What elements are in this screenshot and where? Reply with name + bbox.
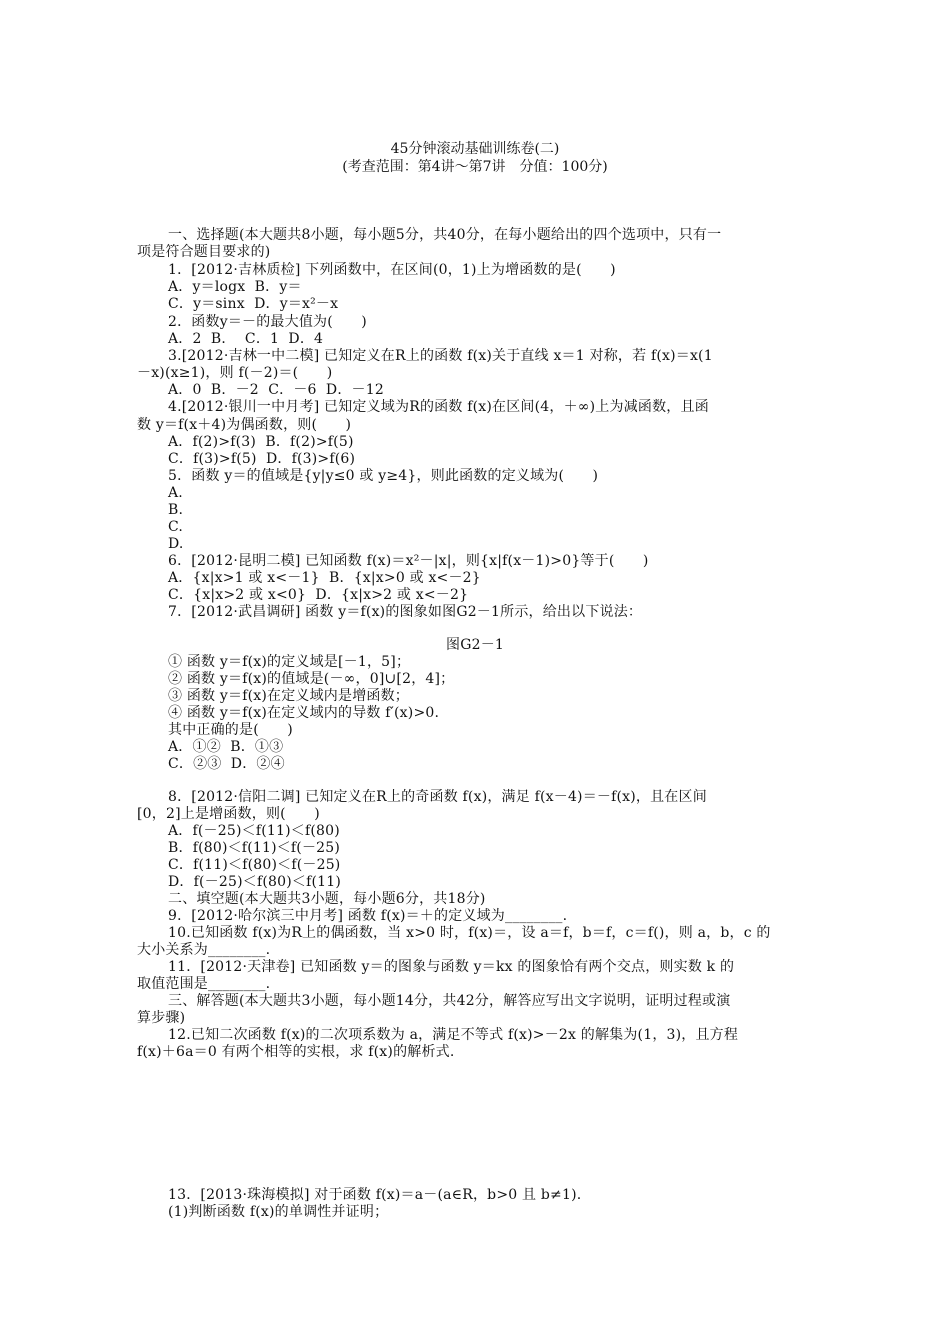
text-line: 算步骤)	[137, 1010, 186, 1026]
text-line: 10.已知函数 f(x)为R上的偶函数，当 x>0 时，f(x)＝，设 a＝f，b＝f，c＝f()，则 a，b，c 的	[168, 925, 771, 941]
text-line: 其中正确的是( )	[168, 722, 293, 738]
text-line: 3.[2012·吉林一中二模] 已知定义在R上的函数 f(x)关于直线 x＝1 对称，若 f(x)＝x(1	[168, 348, 713, 364]
text-line: D．f(－25)＜f(80)＜f(11)	[168, 874, 341, 890]
text-line: 取值范围是________.	[137, 976, 271, 992]
text-line: 项是符合题目要求的)	[137, 244, 271, 260]
text-line: C．②③ D．②④	[168, 756, 285, 772]
text-line: ② 函数 y＝f(x)的值域是(－∞，0]∪[2，4]；	[168, 671, 455, 687]
text-line: C．y＝sinx D．y＝x²－x	[168, 296, 339, 312]
text-line: 4.[2012·银川一中月考] 已知定义域为R的函数 f(x)在区间(4，＋∞)上为减函数，且函	[168, 399, 709, 415]
text-line: B.	[168, 502, 184, 518]
text-line: 图G2－1	[446, 637, 504, 653]
text-line: 一、选择题(本大题共8小题，每小题5分，共40分，在每小题给出的四个选项中，只有一	[168, 227, 722, 243]
text-line: ③ 函数 y＝f(x)在定义域内是增函数；	[168, 688, 410, 704]
text-line: 2．函数y＝－的最大值为( )	[168, 314, 367, 330]
text-line: A．0 B．－2 C．－6 D．－12	[168, 382, 384, 398]
text-line: 5．函数 y＝的值域是{y|y≤0 或 y≥4}，则此函数的定义域为( )	[168, 468, 599, 484]
text-line: 1．[2012·吉林质检] 下列函数中，在区间(0，1)上为增函数的是( )	[168, 262, 616, 278]
text-line: C．f(11)＜f(80)＜f(－25)	[168, 857, 341, 873]
document-title: 45分钟滚动基础训练卷(二)	[390, 141, 560, 157]
text-line: C.	[168, 519, 184, 535]
text-line: 12.已知二次函数 f(x)的二次项系数为 a，满足不等式 f(x)>－2x 的解集为(1，3)，且方程	[168, 1027, 739, 1043]
text-line: 大小关系为________.	[137, 942, 271, 958]
text-line: (1)判断函数 f(x)的单调性并证明；	[168, 1204, 389, 1220]
text-line: 三、解答题(本大题共3小题，每小题14分，共42分，解答应写出文字说明，证明过程或演	[168, 993, 731, 1009]
text-line: A．y＝logx B．y＝	[168, 279, 302, 295]
text-line: A．①② B．①③	[168, 739, 284, 755]
text-line: －x)(x≥1)，则 f(－2)＝( )	[137, 365, 333, 381]
text-line: A.	[168, 485, 183, 501]
text-line: f(x)＋6a＝0 有两个相等的实根，求 f(x)的解析式.	[137, 1044, 455, 1060]
text-line: B．f(80)＜f(11)＜f(－25)	[168, 840, 341, 856]
text-line: 9．[2012·哈尔滨三中月考] 函数 f(x)＝＋的定义域为________.	[168, 908, 568, 924]
document-subtitle: (考查范围：第4讲～第7讲 分值：100分)	[342, 159, 608, 175]
text-line: 数 y＝f(x＋4)为偶函数，则( )	[137, 417, 352, 433]
text-line: ④ 函数 y＝f(x)在定义域内的导数 f′(x)>0.	[168, 705, 440, 721]
text-line: [0，2]上是增函数，则( )	[137, 806, 320, 822]
text-line: 7．[2012·武昌调研] 函数 y＝f(x)的图象如图G2－1所示，给出以下说法：	[168, 604, 643, 620]
text-line: 二、填空题(本大题共3小题，每小题6分，共18分)	[168, 891, 486, 907]
text-line: A．f(－25)＜f(11)＜f(80)	[168, 823, 340, 839]
text-line: C．{x|x>2 或 x<0} D．{x|x>2 或 x<－2}	[168, 587, 469, 603]
text-line: C．f(3)>f(5) D．f(3)>f(6)	[168, 451, 356, 467]
text-line: 8．[2012·信阳二调] 已知定义在R上的奇函数 f(x)，满足 f(x－4)＝－f(x)，且在区间	[168, 789, 707, 805]
text-line: A．2 B． C．1 D．4	[168, 331, 324, 347]
text-line: A．f(2)>f(3) B．f(2)>f(5)	[168, 434, 354, 450]
text-line: D.	[168, 536, 184, 552]
text-line: ① 函数 y＝f(x)的定义域是[－1，5]；	[168, 654, 411, 670]
text-line: 6．[2012·昆明二模] 已知函数 f(x)＝x²－|x|，则{x|f(x－1)>0}等于( )	[168, 553, 649, 569]
text-line: A．{x|x>1 或 x<－1} B．{x|x>0 或 x<－2}	[168, 570, 481, 586]
text-line: 13．[2013·珠海模拟] 对于函数 f(x)＝a－(a∈R，b>0 且 b≠1).	[168, 1187, 582, 1203]
text-line: 11．[2012·天津卷] 已知函数 y＝的图象与函数 y＝kx 的图象恰有两个交点，则实数 k 的	[168, 959, 735, 975]
